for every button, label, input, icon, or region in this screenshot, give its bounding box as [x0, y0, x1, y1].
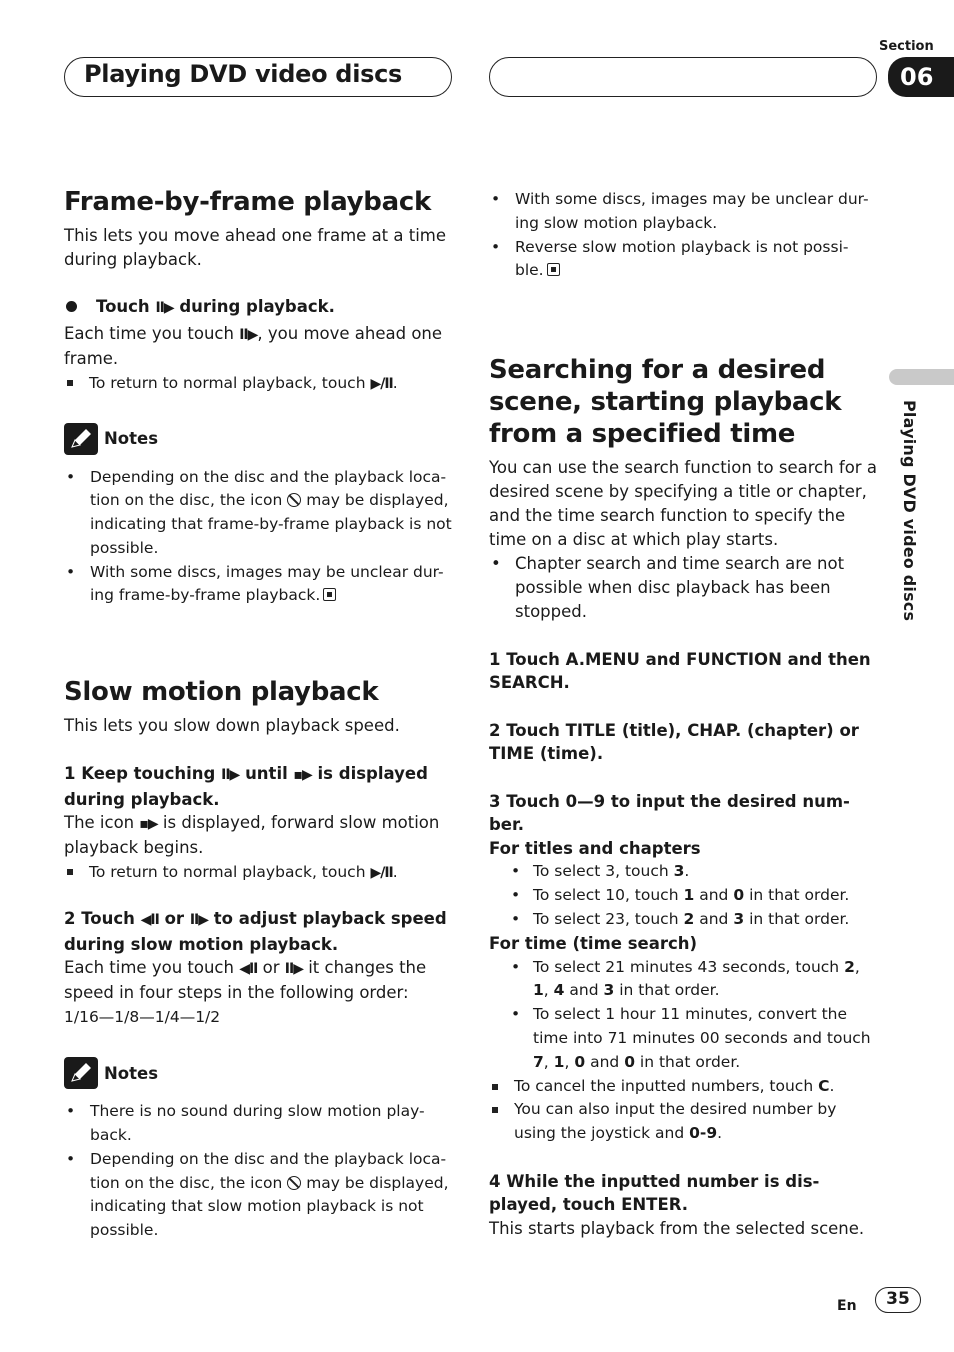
side-tab-bar [889, 369, 954, 385]
list-item: • There is no sound during slow motion play-back. [64, 1100, 452, 1148]
page-header-title: Playing DVD video discs [84, 60, 403, 88]
list-item: To cancel the inputted numbers, touch C. [489, 1075, 877, 1099]
frame-notes-header [64, 423, 452, 455]
page-number: 35 [875, 1287, 921, 1313]
frame-return-list [64, 371, 452, 396]
slow-notes-list [64, 1100, 452, 1243]
list-item: • Depending on the disc and the playback loca-tion on the disc, the icon may be displayed, indicating that frame-by-frame playback is not possible. [64, 466, 452, 561]
slow-forward-icon: ▪▶ [293, 767, 312, 784]
slow-notes-header [64, 1057, 452, 1089]
titles-chapters-heading: For titles and chapters [489, 838, 701, 858]
prohibited-icon [287, 493, 301, 507]
frame-advance-icon: II▶ [221, 767, 240, 784]
frame-advance-icon: II▶ [155, 300, 174, 316]
notes-label: Notes [104, 1063, 159, 1083]
prohibited-icon [287, 1176, 301, 1190]
search-step-2: 2 Touch TITLE (title), CHAP. (chapter) or TIME (time). [489, 720, 859, 764]
search-step-3: 3 Touch 0—9 to input the desired num-ber. [489, 791, 850, 835]
header-empty-frame [489, 57, 877, 97]
time-search-list [489, 956, 877, 1075]
slow-forward-icon: ▪▶ [139, 816, 158, 833]
frame-notes-list [64, 466, 452, 609]
reverse-frame-icon: ◀II [140, 912, 159, 929]
time-search-heading: For time (time search) [489, 933, 698, 953]
slow-icon-desc: The icon ▪▶ is displayed, forward slow motion playback begins. [64, 813, 440, 858]
list-item: • To select 1 hour 11 minutes, convert the time into 71 minutes 00 seconds and touch 7, 1, 0 and 0 in that order. [489, 1003, 877, 1074]
notes-label: Notes [104, 429, 159, 448]
slow-step-1: 1 Keep touching II▶ until ▪▶ is displayed during playback. [64, 764, 428, 809]
list-item: • Reverse slow motion playback is not possi-ble. [489, 236, 877, 284]
search-extra-notes [489, 1075, 877, 1146]
frame-advance-icon: II▶ [284, 961, 303, 978]
frame-each: Each time you touch II▶, you move ahead one frame. [64, 323, 443, 368]
notes-pencil-icon [64, 423, 98, 455]
search-bullets [489, 552, 877, 623]
search-step-4: 4 While the inputted number is dis-played, touch ENTER. [489, 1171, 820, 1215]
slow-speed-order: 1/16—1/8—1/4—1/2 [64, 1008, 221, 1027]
list-item: To return to normal playback, touch ▶/II. [64, 860, 452, 885]
section-number-badge: 06 [888, 57, 954, 97]
frame-advance-icon: II▶ [239, 326, 258, 343]
footer-language: En [837, 1298, 857, 1314]
search-heading: Searching for a desired scene, starting playback from a specified time [489, 355, 842, 450]
list-item: • To select 3, touch 3. [489, 860, 877, 884]
side-tab-label: Playing DVD video discs [900, 400, 919, 622]
search-step-1: 1 Touch A.MENU and FUNCTION and then SEARCH. [489, 649, 871, 693]
slow-notes-continued [489, 188, 877, 283]
slow-step-2: 2 Touch ◀II or II▶ to adjust playback speed during slow motion playback. [64, 909, 447, 954]
list-item: • To select 21 minutes 43 seconds, touch 2, 1, 4 and 3 in that order. [489, 956, 877, 1004]
play-pause-icon: ▶/II [370, 375, 393, 392]
end-mark-icon [547, 263, 560, 276]
frame-step: Touch II▶ during playback. [64, 295, 452, 321]
section-label: Section [879, 39, 934, 54]
list-item: To return to normal playback, touch ▶/II. [64, 371, 452, 396]
slow-heading: Slow motion playback [64, 677, 379, 708]
titles-chapters-list [489, 860, 877, 931]
list-item: • Chapter search and time search are not possible when disc playback has been stopped. [489, 552, 877, 623]
notes-pencil-icon [64, 1057, 98, 1089]
slow-return-list [64, 860, 452, 885]
right-column [489, 188, 877, 1241]
list-item: • Depending on the disc and the playback loca-tion on the disc, the icon may be displayed, indicating that slow motion playback is not possible. [64, 1148, 452, 1243]
slow-each: Each time you touch ◀II or II▶ it changes the speed in four steps in the following order: [64, 958, 427, 1003]
frame-advance-icon: II▶ [189, 912, 209, 929]
list-item: You can also input the desired number by using the joystick and 0-9. [489, 1098, 877, 1146]
slow-intro: This lets you slow down playback speed. [64, 716, 400, 736]
left-column [64, 186, 452, 1243]
search-final: This starts playback from the selected scene. [489, 1218, 865, 1238]
list-item: • With some discs, images may be unclear dur-ing slow motion playback. [489, 188, 877, 236]
list-item: • With some discs, images may be unclear dur-ing frame-by-frame playback. [64, 561, 452, 609]
search-intro: You can use the search function to search for a desired scene by specifying a title or chapter, and the time search function to specify the time on a disc at which play starts. [489, 458, 877, 550]
end-mark-icon [323, 588, 336, 601]
frame-intro: This lets you move ahead one frame at a time during playback. [64, 226, 447, 269]
bullet-dot-icon [66, 301, 77, 312]
reverse-frame-icon: ◀II [239, 961, 258, 978]
list-item: • To select 23, touch 2 and 3 in that order. [489, 908, 877, 932]
play-pause-icon: ▶/II [370, 865, 393, 882]
frame-heading: Frame-by-frame playback [64, 187, 431, 217]
list-item: • To select 10, touch 1 and 0 in that order. [489, 884, 877, 908]
